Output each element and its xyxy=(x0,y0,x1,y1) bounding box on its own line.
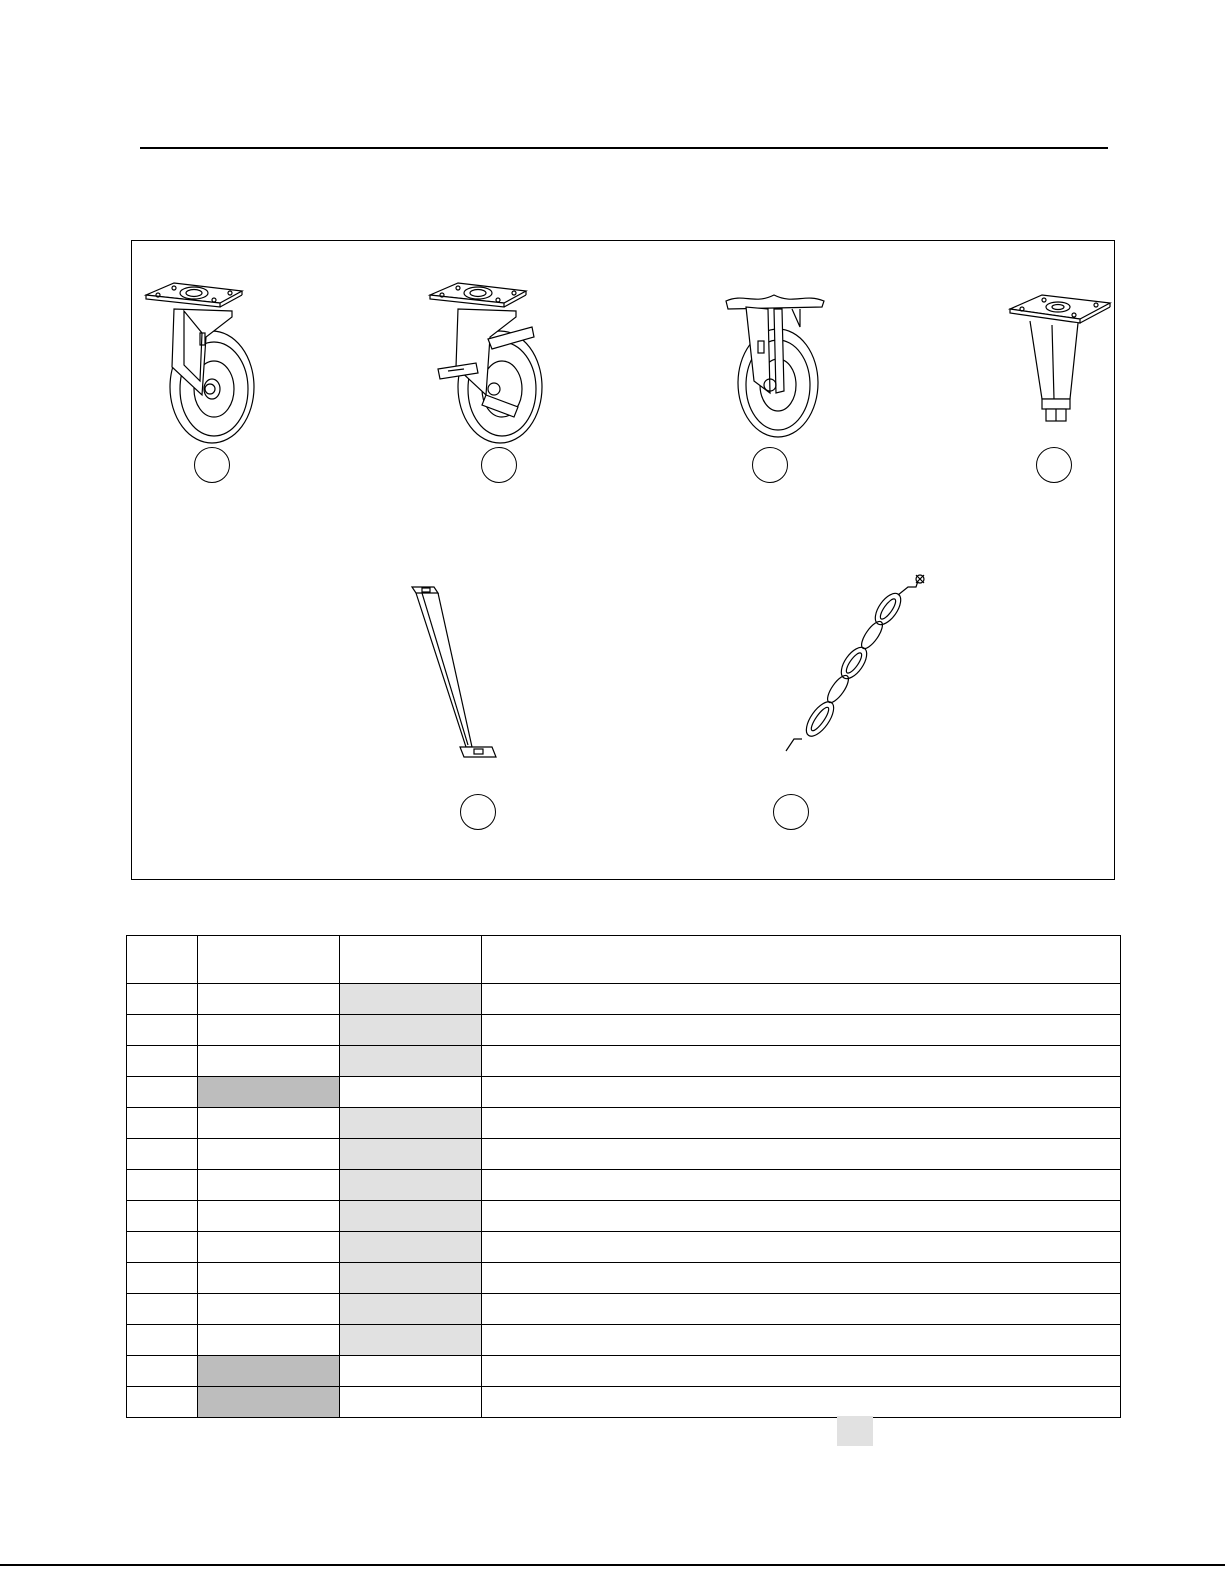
header-cell xyxy=(127,936,198,984)
table-cell xyxy=(340,1201,482,1232)
table-cell xyxy=(340,1356,482,1387)
table-cell xyxy=(482,1232,1121,1263)
header-cell xyxy=(198,936,340,984)
table-cell xyxy=(127,1356,198,1387)
table-row xyxy=(127,1325,1121,1356)
table-cell xyxy=(482,1139,1121,1170)
table-cell xyxy=(482,984,1121,1015)
table-cell xyxy=(198,1015,340,1046)
table-cell xyxy=(482,1015,1121,1046)
table-cell xyxy=(340,1387,482,1418)
table-row xyxy=(127,1387,1121,1418)
table-cell xyxy=(340,984,482,1015)
table-cell xyxy=(198,1387,340,1418)
table-cell xyxy=(482,1201,1121,1232)
table-row xyxy=(127,984,1121,1015)
table-cell xyxy=(198,1170,340,1201)
table-cell xyxy=(198,1077,340,1108)
table-cell xyxy=(340,1294,482,1325)
table-cell xyxy=(127,1325,198,1356)
table-cell xyxy=(482,1170,1121,1201)
table-cell xyxy=(127,1387,198,1418)
table-cell xyxy=(482,1387,1121,1418)
table-cell xyxy=(340,1263,482,1294)
table-cell xyxy=(482,1046,1121,1077)
callout-2 xyxy=(481,447,517,483)
table-body xyxy=(127,984,1121,1418)
table-cell xyxy=(198,1356,340,1387)
header-cell xyxy=(340,936,482,984)
swivel-caster-with-brake-icon xyxy=(428,277,558,447)
table-cell xyxy=(482,1294,1121,1325)
table-cell xyxy=(482,1325,1121,1356)
table-cell xyxy=(127,1201,198,1232)
callout-4 xyxy=(1036,447,1072,483)
table-cell xyxy=(340,1015,482,1046)
table-cell xyxy=(127,1263,198,1294)
callout-5 xyxy=(460,794,496,830)
footer-rule xyxy=(0,1564,1225,1566)
table-cell xyxy=(482,1108,1121,1139)
table-cell xyxy=(340,1325,482,1356)
parts-figure xyxy=(131,240,1115,880)
table-row xyxy=(127,1232,1121,1263)
page-tab xyxy=(837,1416,873,1446)
table-row xyxy=(127,1294,1121,1325)
table-cell xyxy=(340,1170,482,1201)
table-cell xyxy=(198,1139,340,1170)
table-row xyxy=(127,1263,1121,1294)
table-cell xyxy=(340,1139,482,1170)
table-cell xyxy=(127,1108,198,1139)
header-cell xyxy=(482,936,1121,984)
table-cell xyxy=(482,1356,1121,1387)
table-cell xyxy=(198,1325,340,1356)
table-cell xyxy=(340,1077,482,1108)
brace-bar-icon xyxy=(410,581,502,763)
parts-table xyxy=(126,935,1121,1418)
table-header-row xyxy=(127,936,1121,984)
table-cell xyxy=(127,1170,198,1201)
rigid-caster-icon xyxy=(724,291,834,441)
table-cell xyxy=(198,1232,340,1263)
callout-1 xyxy=(194,447,230,483)
table-cell xyxy=(198,1294,340,1325)
callout-3 xyxy=(752,447,788,483)
table-row xyxy=(127,1046,1121,1077)
table-cell xyxy=(127,984,198,1015)
table-cell xyxy=(198,1046,340,1077)
table-cell xyxy=(198,984,340,1015)
table-cell xyxy=(127,1294,198,1325)
table-cell xyxy=(340,1108,482,1139)
table-row xyxy=(127,1077,1121,1108)
table-row xyxy=(127,1108,1121,1139)
table-cell xyxy=(127,1232,198,1263)
table-row xyxy=(127,1139,1121,1170)
table-cell xyxy=(127,1077,198,1108)
table-cell xyxy=(198,1108,340,1139)
table-row xyxy=(127,1356,1121,1387)
table-cell xyxy=(340,1046,482,1077)
table-cell xyxy=(482,1263,1121,1294)
table-cell xyxy=(127,1046,198,1077)
chain-icon xyxy=(780,569,940,759)
table-cell xyxy=(482,1077,1121,1108)
table-cell xyxy=(198,1201,340,1232)
table-row xyxy=(127,1015,1121,1046)
table-cell xyxy=(127,1139,198,1170)
table-cell xyxy=(127,1015,198,1046)
table-row xyxy=(127,1201,1121,1232)
header-rule xyxy=(140,147,1108,149)
table-row xyxy=(127,1170,1121,1201)
swivel-caster-icon xyxy=(144,277,274,447)
leg-icon xyxy=(1008,291,1112,437)
table-cell xyxy=(198,1263,340,1294)
table-cell xyxy=(340,1232,482,1263)
callout-6 xyxy=(773,794,809,830)
